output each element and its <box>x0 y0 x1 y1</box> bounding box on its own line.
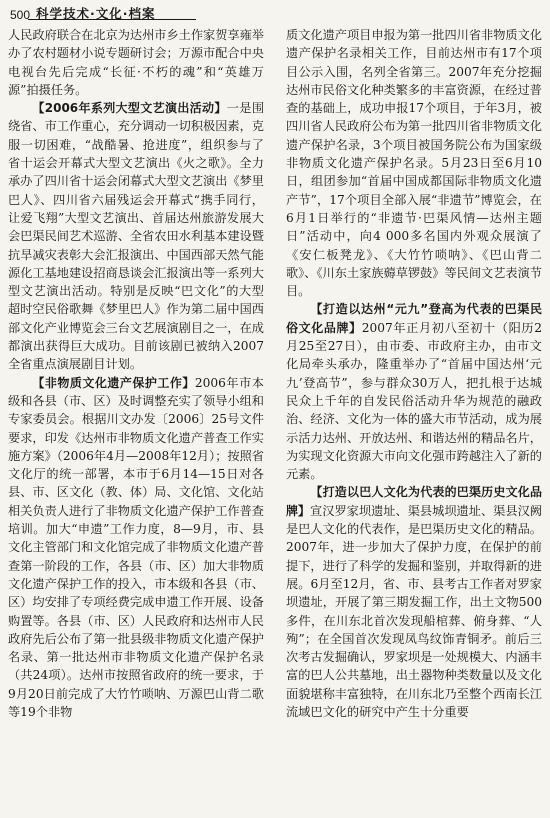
section-paragraph <box>8 99 264 373</box>
section-heading: 【打造以巴人文化为代表的巴渠历史文化品牌】 <box>286 485 542 518</box>
paragraph-text: 2007年正月初八至初十（阳历2月25至27日），由市委、市政府主办，由市文化局牵头承办，隆重举办了“首届中国达州‘元九’登高节”，参与群众30万人，把扎根于达城民众上千年的自发民俗活动升华为规范的融政治、经济、文化为一体的盛大市节活动，成为展示活力达州、开放达州、和谐达州的精品名片，为实现文化资源大市向文化强市跨越注入了新的元素。 <box>286 320 542 482</box>
body-paragraph <box>286 26 542 300</box>
paragraph-text: 质文化遗产项目申报为第一批四川省非物质文化遗产保护名录相关工作，目前达州市有17个项目公示入围，名列全省第三。2007年充分挖掘达州市民俗文化种类繁多的丰富资源，在经过普查的基础上，成功申报17个项目，于年3月，被四川省人民政府公布为第一批四川省非物质文化遗产保护名录，3个项目被国务院公布为国家级非物质文化遗产保护名录。5月23日至6月10日，组团参加“首届中国成都国际非物质文化遗产节”，17个项目全部入展“非遗节”博览会，在6月1日举行的“非遗节·巴渠风情—达州主题日”活动中，向4 000多名国内外观众展演了《安仁板凳龙》、《大竹竹唢呐》、《巴山背二歌》、《川东土家族薅草锣鼓》等民间文艺表演节目。 <box>286 28 542 299</box>
header-underline <box>28 19 196 20</box>
right-column <box>286 26 542 814</box>
section-paragraph <box>286 300 542 483</box>
section-heading: 【2006年系列大型文艺演出活动】 <box>32 101 227 116</box>
section-heading: 【非物质文化遗产保护工作】 <box>32 375 195 390</box>
paragraph-text: 一是围绕省、市工作重心，充分调动一切积极因素，克服一切困难，“战酷暑、抢进度”，组织参与了省十运会开幕式大型文艺演出《火之歌》。全力承办了四川省十运会闭幕式大型文艺演出《梦里巴人》、四川省六届残运会开幕式“携手同行，让爱飞翔”大型文艺演出、首届达州旅游发展大会巴渠民间艺术巡游、全省农田水利基本建设暨抗旱减灾表彰大会汇报演出、中国西部天然气能源化工基地建设招商恳谈会汇报演出等一系列大型文艺演出活动。特别是反映“巴文化”的大型超时空民俗歌舞《梦里巴人》作为第二届中国西部文化产业博览会三台文艺展演剧目之一，在成都演出获得巨大成功。目前该剧已被纳入2007全省重点演展剧目计划。 <box>8 101 264 372</box>
running-title: 科学技术·文化·档案 <box>36 6 156 21</box>
body-paragraph <box>8 26 264 99</box>
section-paragraph <box>8 374 264 722</box>
left-column <box>8 26 264 814</box>
paragraph-text: 人民政府联合在北京为达州市乡土作家贺享雍举办了农村题材小说专题研讨会；万源市配合中央电视台先后完成“长征·不朽的魂”和“英雄万源”拍摄任务。 <box>8 28 264 97</box>
section-heading: 【打造以达州“元九”登高为代表的巴渠民俗文化品牌】 <box>286 302 542 335</box>
paragraph-text: 宣汉罗家坝遗址、渠县城坝遗址、渠县汉阙是巴人文化的代表作，是巴渠历史文化的精品。2007年，进一步加大了保护力度，在保护的前提下，进行了科学的发掘和鉴别，并取得新的进展。6月至12月，省、市、县考古工作者对罗家坝遗址，开展了第三期发掘工作，出土文物500多件，在川东北首次发现船棺葬、俯身葬、“人殉”；在全国首次发现凤鸟纹饰青铜矛。前后三次考古发掘确认，罗家坝是一处规模大、内涵丰富的巴人公共墓地，出土器物种类数量以及文化面貌堪称丰富独特，在川东北乃至整个西南长江流域巴文化的研究中产生十分重要 <box>286 503 542 719</box>
page-number: 500 <box>10 8 31 22</box>
section-paragraph <box>286 483 542 721</box>
paragraph-text: 2006年市本级和各县（市、区）及时调整充实了领导小组和专家委员会。根据川文办发〔2006〕25号文件要求，印发《达州市非物质文化遗产普查工作实施方案》（2006年4月—2008年12月）；按照省文化厅的统一部署，本市于6月14—15日对各县、市、区文化（教、体）局、文化馆、文化站相关负责人进行了非物质文化遗产保护工作普查培训。加大“申遗”工作力度，8—9月，市、县文化主管部门和文化馆完成了非物质文化遗产普查第一阶段的工作，各县（市、区）加大非物质文化遗产保护工作的投入，市本级和各县（市、区）均安排了专项经费完成申遗工作开展、设备购置等。各县（市、区）人民政府和达州市人民政府先后公布了第一批县级非物质文化遗产保护名录、第一批达州市非物质文化遗产保护名录（共24项）。达州市按照省政府的统一要求，于9月20日前完成了大竹竹唢呐、万源巴山背二歌等19个非物 <box>8 375 264 719</box>
